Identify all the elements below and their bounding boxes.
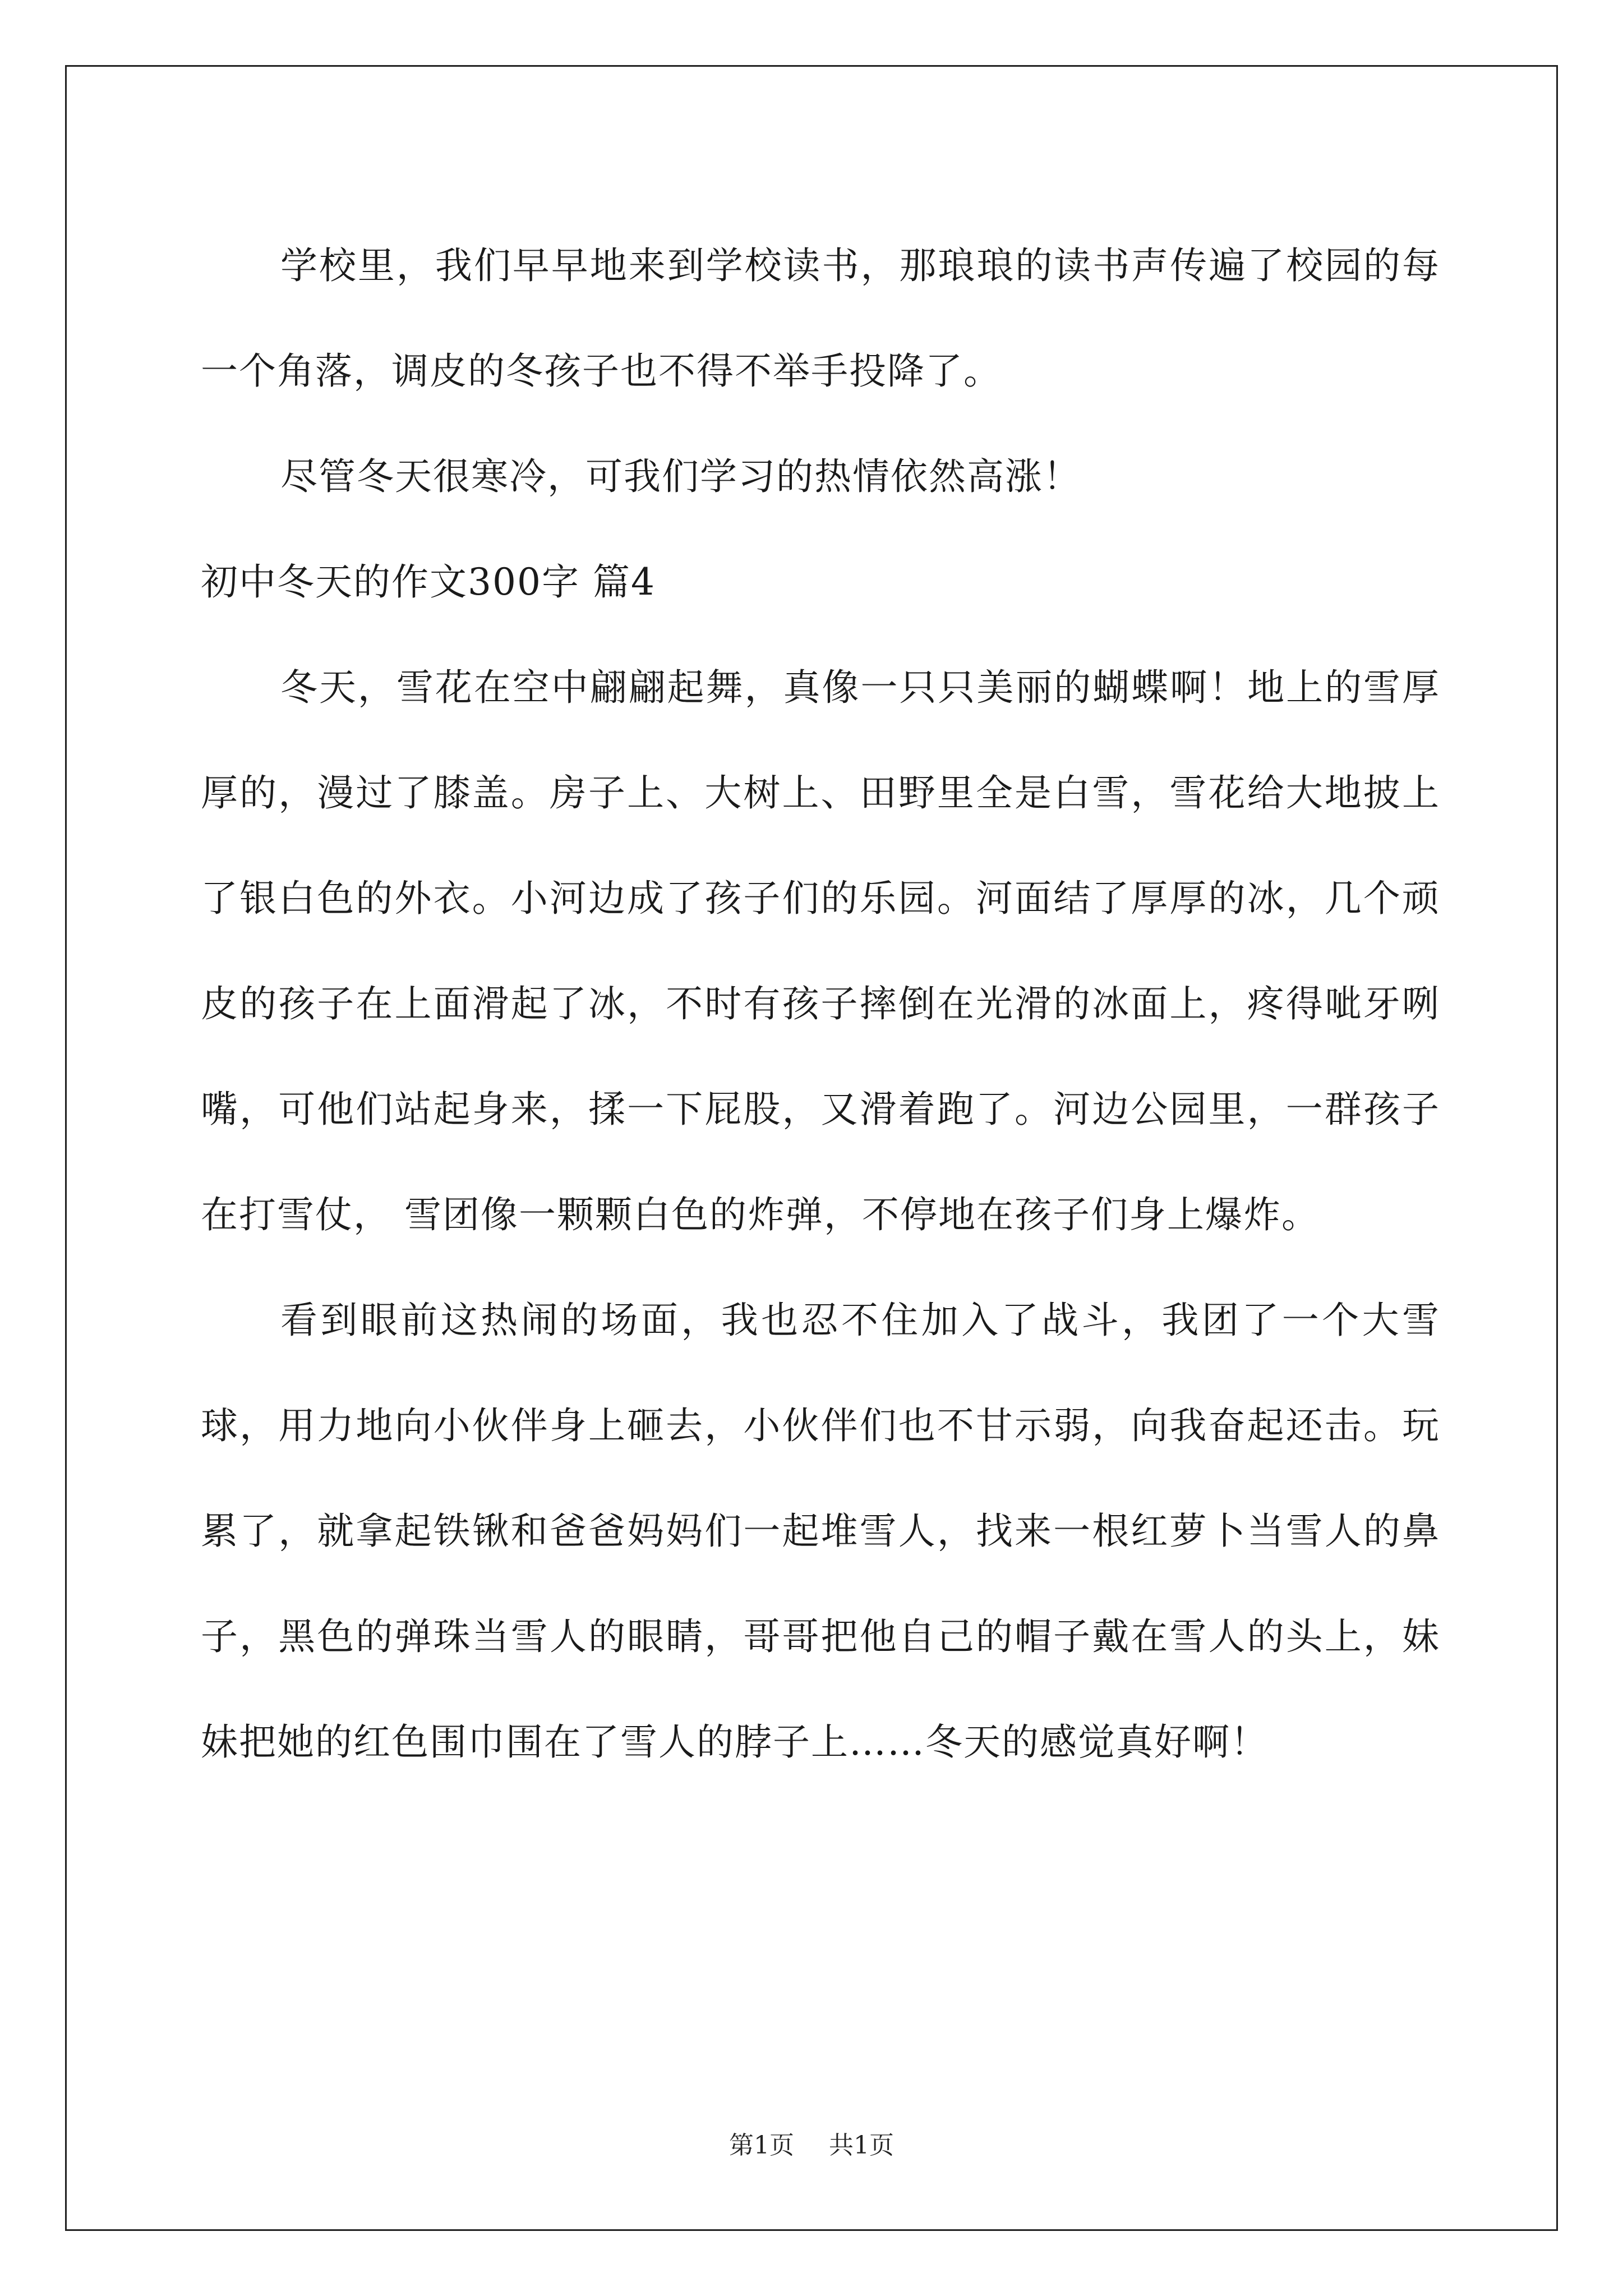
paragraph: 学校里，我们早早地来到学校读书，那琅琅的读书声传遍了校园的每一个角落，调皮的冬孩子也不得不举手投降了。 (201, 244, 1440, 393)
page-number: 第1页 (729, 2131, 794, 2160)
document-body (201, 213, 1440, 1795)
section-heading: 初中冬天的作文300字 篇4 (201, 560, 656, 604)
paragraph: 尽管冬天很寒冷，可我们学习的热情依然高涨！ (280, 455, 1081, 498)
page-total: 共1页 (829, 2131, 894, 2160)
page-footer (0, 2129, 1623, 2162)
paragraph: 冬天，雪花在空中翩翩起舞，真像一只只美丽的蝴蝶啊！地上的雪厚厚的，漫过了膝盖。房子上、大树上、田野里全是白雪，雪花给大地披上了银白色的外衣。小河边成了孩子们的乐园。河面结了厚厚的冰，几个顽皮的孩子在上面滑起了冰，不时有孩子摔倒在光滑的冰面上，疼得呲牙咧嘴，可他们站起身来，揉一下屁股，又滑着跑了。河边公园里，一群孩子在打雪仗， 雪团像一颗颗白色的炸弹，不停地在孩子们身上爆炸。 (201, 666, 1440, 1236)
paragraph: 看到眼前这热闹的场面，我也忍不住加入了战斗，我团了一个大雪球，用力地向小伙伴身上砸去，小伙伴们也不甘示弱，向我奋起还击。玩累了，就拿起铁锹和爸爸妈妈们一起堆雪人，找来一根红萝卜当雪人的鼻子，黑色的弹珠当雪人的眼睛，哥哥把他自己的帽子戴在雪人的头上，妹妹把她的红色围巾围在了雪人的脖子上……冬天的感觉真好啊！ (201, 1299, 1440, 1764)
